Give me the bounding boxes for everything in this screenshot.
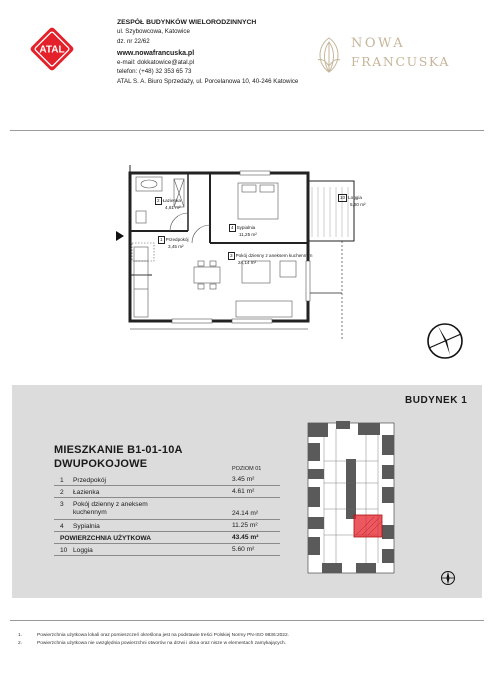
room-area-table (54, 474, 280, 556)
apartment-title (54, 443, 183, 471)
building-label: BUDYNEK 1 (405, 395, 468, 406)
entrance-arrow-icon (116, 231, 124, 241)
phone: telefon: (+48) 32 353 65 73 (117, 68, 192, 76)
divider (10, 130, 484, 131)
street: ul. Szybowcowa, Katowice (117, 28, 190, 36)
brand-line1: NOWA (351, 36, 406, 51)
footnote: 1. Powierzchnia użytkowa lokali oraz pomieszczeń określona jest na podstawie treści Polskiej Normy PN-ISO 9836:2022. (18, 633, 289, 638)
north-compass-icon (425, 321, 465, 361)
plan-label-loggia: 10 Loggia 5,60 m² (340, 195, 366, 207)
footnotes (18, 632, 289, 648)
logo-text: ATAL (39, 44, 65, 56)
building-key-plan (296, 413, 406, 583)
table-row: 4 Sypialnia 11.25 m² (54, 520, 280, 532)
loggia-row: 10 Loggia 5.60 m² (54, 544, 280, 556)
table-row: 3 Pokój dzienny z aneksem kuchennym 24.14 m² (54, 498, 280, 520)
plot-number: dz. nr 22/62 (117, 37, 150, 45)
apartment-type: DWUPOKOJOWE (54, 458, 148, 470)
header-info (117, 18, 298, 86)
atal-logo (28, 25, 76, 73)
website-link[interactable]: www.nowafrancuska.pl (117, 49, 195, 57)
total-area-row: POWIERZCHNIA UŻYTKOWA 43.45 m² (54, 532, 280, 544)
plan-label-bedroom: 4 Sypialnia 11,25 m² (231, 225, 257, 237)
plan-label-living-room: 3 Pokój dzienny z aneksem kuchennym 24,14 m² (230, 253, 313, 265)
brand-line2: FRANCUSKA (351, 54, 450, 69)
plan-label-hallway: 1 Przedpokój 3,45 m² (160, 237, 189, 249)
office-address: ATAL S. A. Biuro Sprzedaży, ul. Porcelanowa 10, 40-246 Katowice (117, 77, 299, 85)
plan-label-bathroom: 2 Łazienka 4,61 m² (157, 198, 181, 210)
email-link[interactable]: e-mail: dokkatowice@atal.pl (117, 59, 195, 67)
footnote: 2. Powierzchnia użytkowa nie uwzględnia powierzchni otworów na drzwi i okna oraz nisze w elementach zamykających. (18, 641, 287, 646)
level-label: POZIOM 01 (232, 466, 262, 472)
footer-divider (10, 620, 484, 621)
small-compass-icon (440, 570, 456, 586)
company-name: ZESPÓŁ BUDYNKÓW WIELORODZINNYCH (117, 19, 257, 26)
table-row: 2 Łazienka 4.61 m² (54, 486, 280, 498)
apartment-number: MIESZKANIE B1-01-10A (54, 444, 183, 456)
table-row: 1 Przedpokój 3.45 m² (54, 474, 280, 486)
highlighted-apartment (354, 515, 382, 537)
